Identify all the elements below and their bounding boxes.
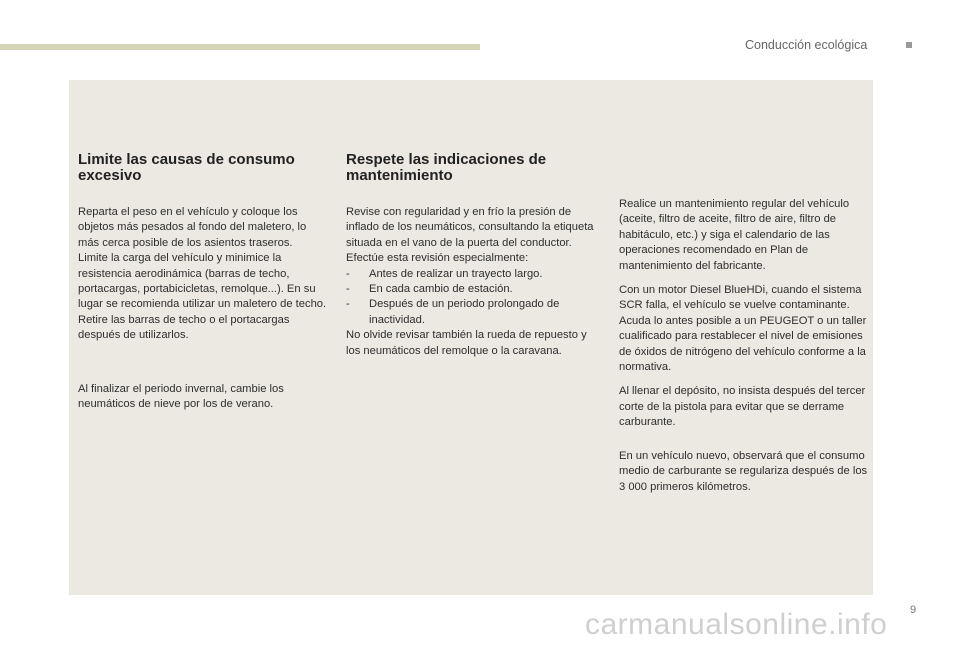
header-accent-bar bbox=[0, 44, 480, 50]
paragraph-winter-tyres: Al finalizar el periodo invernal, cambie los neumáticos de nieve por los de verano. bbox=[78, 382, 284, 411]
list-item: - Antes de realizar un trayecto largo. bbox=[346, 267, 598, 282]
paragraph-load: Limite la carga del vehículo y minimice la resistencia aerodinámica (barras de techo, portacargas, portabicicletas, remolque...). En su lugar se recomienda utilizar un maletero de techo. bbox=[78, 252, 327, 311]
paragraph-weight: Reparta el peso en el vehículo y coloque los objetos más pesados al fondo del maletero, lo más cerca posible de los asientos traseros. bbox=[78, 206, 307, 249]
paragraph-check-when: Efectúe esta revisión especialmente: bbox=[346, 252, 529, 265]
column-maintenance bbox=[346, 152, 598, 359]
header-square-marker bbox=[906, 42, 912, 48]
paragraph-tyre-pressure: Revise con regularidad y en frío la presión de inflado de los neumáticos, consultando la etiqueta situada en el vano de la puerta del conductor. bbox=[346, 206, 594, 249]
paragraph-regular-service: Realice un mantenimiento regular del vehículo (aceite, filtro de aceite, filtro de aire, filtro de habitáculo, etc.) y siga el calendario de las operaciones recomendado en Plan de mantenimiento del fabricante. bbox=[619, 198, 850, 272]
page-number: 9 bbox=[910, 604, 917, 616]
column-consumption bbox=[78, 152, 330, 412]
heading-maintenance: Respete las indicaciones de mantenimiento bbox=[346, 151, 547, 184]
paragraph-new-vehicle: En un vehículo nuevo, observará que el consumo medio de carburante se regulariza después de los 3 000 primeros kilómetros. bbox=[619, 449, 868, 493]
paragraph-roof-bars: Retire las barras de techo o el portacargas después de utilizarlos. bbox=[78, 313, 290, 342]
check-list bbox=[346, 267, 598, 329]
list-item: - En cada cambio de estación. bbox=[346, 282, 598, 297]
watermark: carmanualsonline.info bbox=[585, 608, 888, 641]
paragraph-bluehdi: Con un motor Diesel BlueHDi, cuando el sistema SCR falla, el vehículo se vuelve contaminante. Acuda lo antes posible a un PEUGEOT o un taller cualificado para restablecer el nivel de emisiones de óxidos de nitrógeno del vehículo conforme a la normativa. bbox=[619, 284, 867, 374]
list-item: - Después de un periodo prolongado de inactividad. bbox=[346, 297, 598, 328]
heading-consumption: Limite las causas de consumo excesivo bbox=[78, 151, 295, 184]
paragraph-refuelling: Al llenar el depósito, no insista después del tercer corte de la pistola para evitar que se derrame carburante. bbox=[619, 385, 866, 429]
column-maintenance-continued bbox=[619, 197, 871, 495]
section-title: Conducción ecológica bbox=[745, 38, 868, 52]
paragraph-spare-wheel: No olvide revisar también la rueda de repuesto y los neumáticos del remolque o la caravana. bbox=[346, 329, 587, 357]
